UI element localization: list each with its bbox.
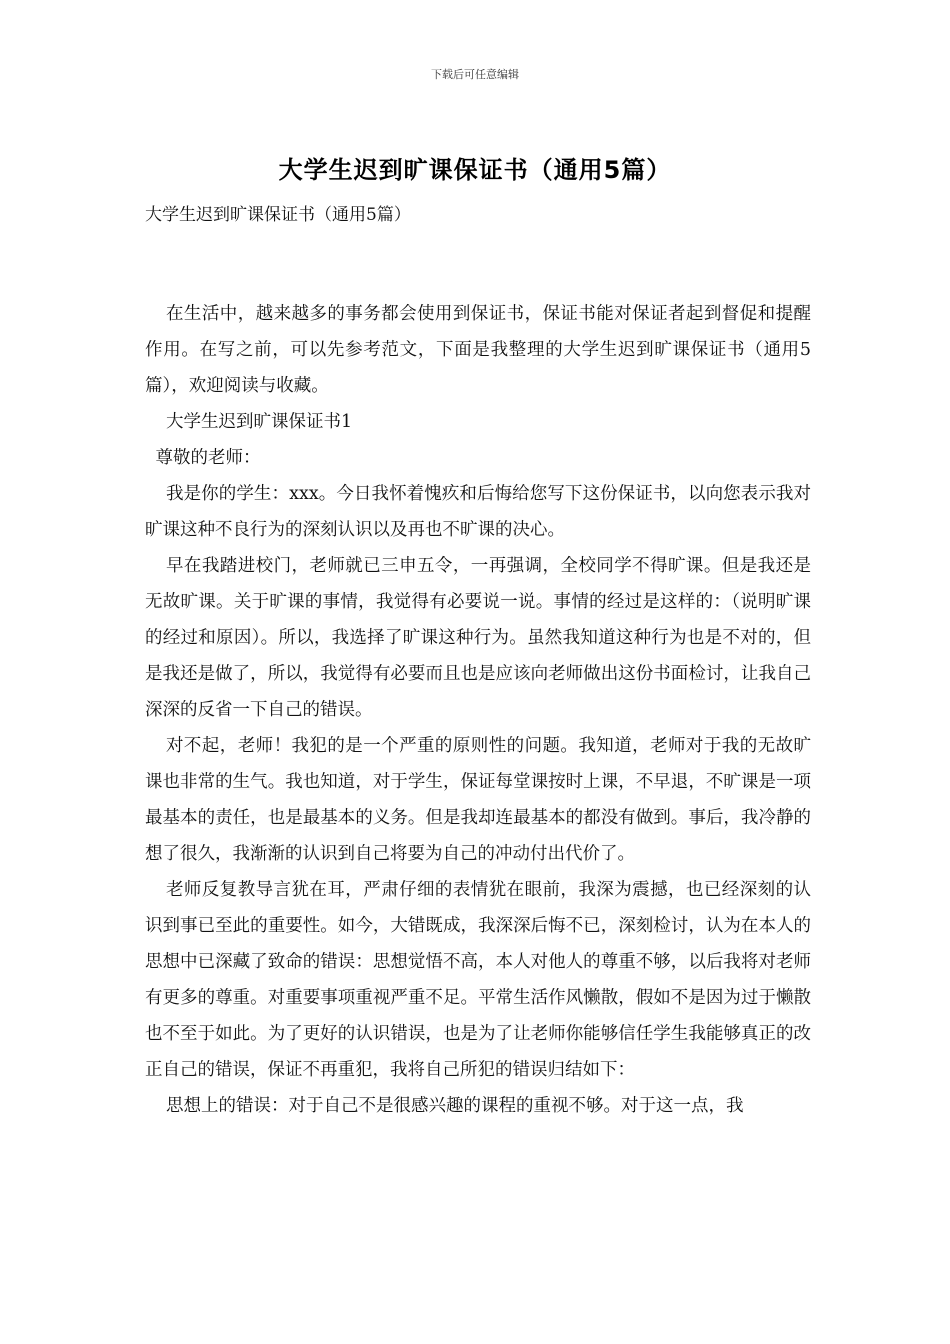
body-paragraph: 思想上的错误：对于自己不是很感兴趣的课程的重视不够。对于这一点，我: [166, 1096, 744, 1116]
document-subtitle: 大学生迟到旷课保证书（通用5篇）: [145, 205, 411, 225]
header-note: 下载后可任意编辑: [431, 68, 519, 81]
document-body: [145, 296, 811, 1124]
salutation: 尊敬的老师：: [155, 448, 261, 468]
intro-paragraph: 在生活中，越来越多的事务都会使用到保证书，保证书能对保证者起到督促和提醒作用。在写之前，可以先参考范文，下面是我整理的大学生迟到旷课保证书（通用5篇），欢迎阅读与收藏。: [145, 304, 811, 396]
section-heading: 大学生迟到旷课保证书1: [166, 412, 353, 432]
body-paragraph: 我是你的学生：xxx。今日我怀着愧疚和后悔给您写下这份保证书，以向您表示我对旷课这种不良行为的深刻认识以及再也不旷课的决心。: [145, 484, 811, 540]
body-paragraph: 老师反复教导言犹在耳，严肃仔细的表情犹在眼前，我深为震撼，也已经深刻的认识到事已至此的重要性。如今，大错既成，我深深后悔不已，深刻检讨，认为在本人的思想中已深藏了致命的错误：思想觉悟不高，本人对他人的尊重不够，以后我将对老师有更多的尊重。对重要事项重视严重不足。平常生活作风懒散，假如不是因为过于懒散也不至于如此。为了更好的认识错误，也是为了让老师你能够信任学生我能够真正的改正自己的错误，保证不再重犯，我将自己所犯的错误归结如下：: [145, 880, 811, 1080]
body-paragraph: 对不起，老师！我犯的是一个严重的原则性的问题。我知道，老师对于我的无故旷课也非常的生气。我也知道，对于学生，保证每堂课按时上课，不早退，不旷课是一项最基本的责任，也是最基本的义务。但是我却连最基本的都没有做到。事后，我冷静的想了很久，我渐渐的认识到自己将要为自己的冲动付出代价了。: [145, 736, 811, 864]
document-title: 大学生迟到旷课保证书（通用5篇）: [278, 156, 672, 184]
body-paragraph: 早在我踏进校门，老师就已三申五令，一再强调，全校同学不得旷课。但是我还是无故旷课。关于旷课的事情，我觉得有必要说一说。事情的经过是这样的：（说明旷课的经过和原因）。所以，我选择了旷课这种行为。虽然我知道这种行为也是不对的，但是我还是做了，所以，我觉得有必要而且也是应该向老师做出这份书面检讨，让我自己深深的反省一下自己的错误。: [145, 556, 811, 720]
